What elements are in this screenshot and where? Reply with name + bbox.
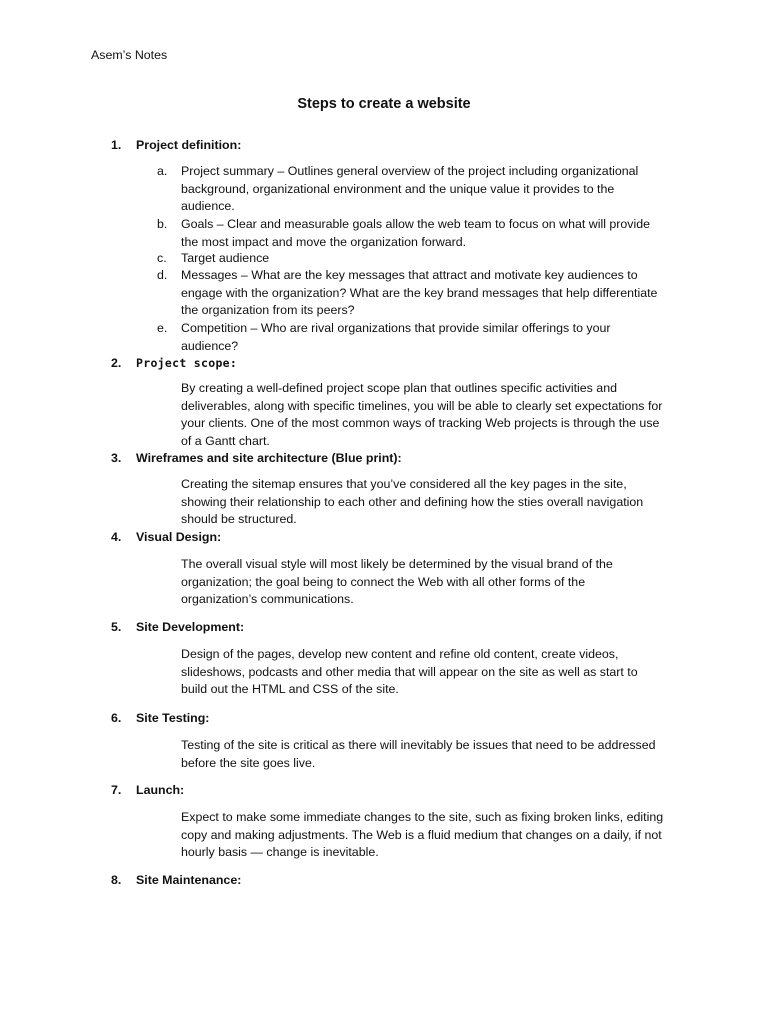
- text-line: [181, 267, 701, 285]
- text-line: slideshows, podcasts and other media that will appear on the site as well as start to: [181, 664, 638, 679]
- text-line: Testing of the site is critical as there will inevitably be issues that need to be addressed: [181, 738, 656, 752]
- step-5-paragraph: [181, 646, 701, 699]
- step-1-item-e: [181, 320, 701, 355]
- text-segment: – What are the key messages that attract and motivate key audiences to: [237, 268, 638, 282]
- text-line: Project summary – Outlines general overview of the project including organizational: [181, 164, 639, 178]
- header-note: Asem’s Notes: [91, 48, 168, 62]
- step-4-paragraph: [181, 556, 701, 609]
- text-line: Creating the sitemap ensures that you’ve considered all the key pages in the site,: [181, 477, 627, 491]
- step-7-title: Launch:: [136, 783, 185, 797]
- text-line: background, organizational environment and the unique value it provides to the: [181, 181, 615, 196]
- step-1-item-c: [181, 250, 701, 268]
- step-1-item-b-letter: b.: [157, 217, 168, 231]
- step-1-item-a-letter: a.: [157, 164, 168, 178]
- text-line: The overall visual style will most likely be determined by the visual brand of the: [181, 557, 613, 571]
- text-line: before the site goes live.: [181, 755, 316, 770]
- text-line: build out the HTML and CSS of the site.: [181, 682, 399, 697]
- step-2-title: Project scope:: [136, 356, 238, 370]
- step-3-number: 3.: [111, 451, 122, 465]
- step-6-number: 6.: [111, 711, 122, 725]
- step-8-number: 8.: [111, 873, 122, 887]
- text-line: the most impact and move the organization forward.: [181, 234, 467, 249]
- step-1-number: 1.: [111, 138, 122, 152]
- step-1-item-b: [181, 216, 701, 251]
- step-3-title: Wireframes and site architecture (Blue print):: [136, 451, 402, 465]
- step-7-paragraph: [181, 809, 701, 862]
- text-line: should be structured.: [181, 512, 297, 527]
- messages-term: Messages: [181, 268, 238, 282]
- step-2-paragraph: [181, 380, 701, 450]
- step-1-title: Project definition:: [136, 138, 242, 152]
- text-line: deliverables, along with specific timelines, you will be able to clearly set expectations for: [181, 398, 663, 413]
- text-line: organization; the goal being to connect the Web with all other forms of the: [181, 574, 586, 589]
- text-line: audience?: [181, 338, 239, 353]
- document-title: Steps to create a website: [297, 96, 471, 112]
- step-1-item-a: [181, 163, 701, 216]
- step-5-title: Site Development:: [136, 620, 245, 634]
- text-line: Target audience: [181, 251, 270, 265]
- step-1-item-e-letter: e.: [157, 321, 168, 335]
- text-line: engage with the organization? What are the key brand messages that help differentiate: [181, 285, 658, 300]
- step-1-item-d-letter: d.: [157, 268, 168, 282]
- step-7-number: 7.: [111, 783, 122, 797]
- text-line: Expect to make some immediate changes to the site, such as fixing broken links, editing: [181, 810, 664, 824]
- step-8-title: Site Maintenance:: [136, 873, 242, 887]
- step-4-number: 4.: [111, 530, 122, 544]
- text-line: Design of the pages, develop new content and refine old content, create videos,: [181, 647, 619, 661]
- step-6-paragraph: [181, 737, 701, 772]
- text-line: of a Gantt chart.: [181, 433, 270, 448]
- text-line: audience.: [181, 199, 235, 214]
- step-2-number: 2.: [111, 356, 122, 370]
- text-line: Competition – Who are rival organizations that provide similar offerings to your: [181, 321, 611, 335]
- text-line: copy and making adjustments. The Web is a fluid medium that changes on a daily, if not: [181, 827, 662, 842]
- text-line: your clients. One of the most common ways of tracking Web projects is through the use: [181, 416, 660, 431]
- step-3-paragraph: [181, 476, 701, 529]
- text-line: By creating a well-defined project scope plan that outlines specific activities and: [181, 381, 617, 395]
- step-1-item-c-letter: c.: [157, 251, 167, 265]
- step-5-number: 5.: [111, 620, 122, 634]
- text-line: organization’s communications.: [181, 592, 354, 607]
- text-line: Goals – Clear and measurable goals allow the web team to focus on what will provide: [181, 217, 651, 231]
- text-line: showing their relationship to each other and defining how the sties overall navigation: [181, 494, 644, 509]
- step-1-item-d: [181, 267, 701, 320]
- step-6-title: Site Testing:: [136, 711, 210, 725]
- text-line: the organization from its peers?: [181, 303, 355, 318]
- step-4-title: Visual Design:: [136, 530, 222, 544]
- text-line: hourly basis — change is inevitable.: [181, 845, 379, 860]
